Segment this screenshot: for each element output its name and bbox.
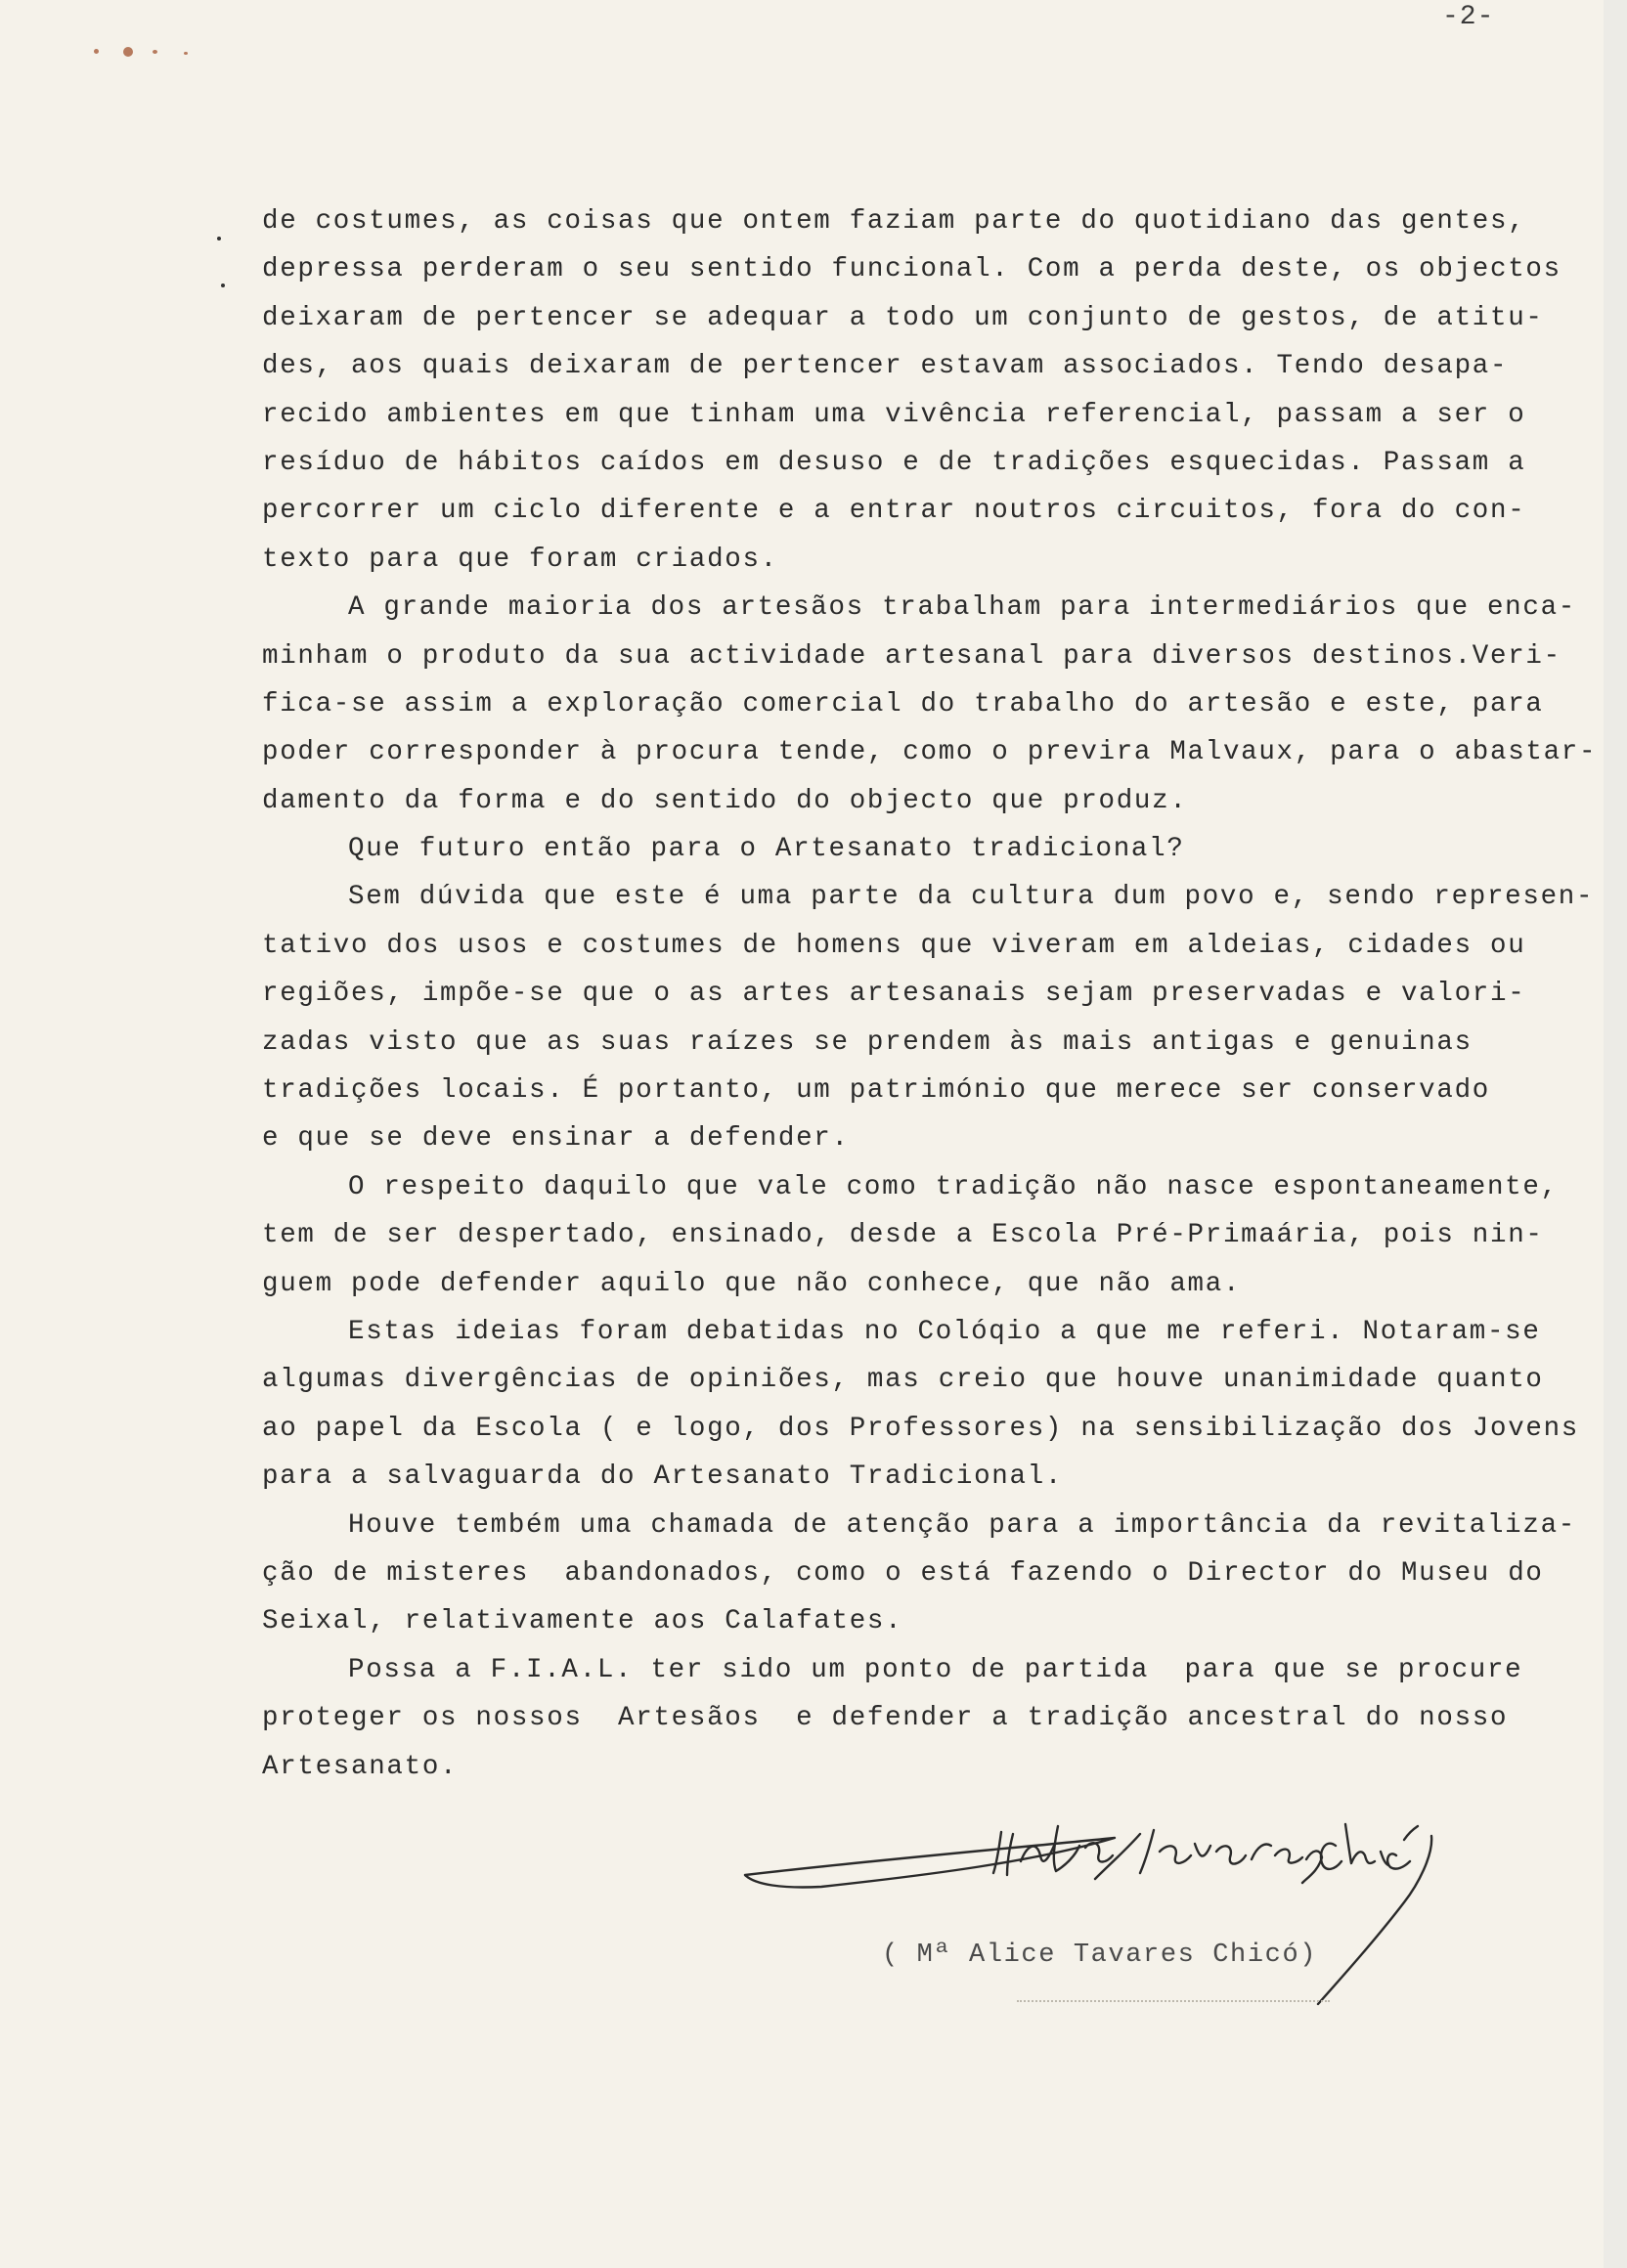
paragraph bbox=[262, 825, 1602, 873]
signature-dotted-line bbox=[1017, 1994, 1330, 2002]
paragraph bbox=[262, 1646, 1602, 1791]
paragraph bbox=[262, 584, 1602, 825]
text-line: Seixal, relativamente aos Calafates. bbox=[262, 1606, 903, 1637]
paragraph bbox=[262, 1163, 1602, 1308]
page-edge bbox=[1604, 0, 1627, 2268]
paragraph bbox=[262, 197, 1602, 584]
text-line: resíduo de hábitos caídos em desuso e de tradições esquecidas. Passam a bbox=[262, 447, 1526, 478]
text-line: tem de ser despertado, ensinado, desde a Escola Pré-Primaária, pois nin- bbox=[262, 1220, 1544, 1251]
text-line: tradições locais. É portanto, um património que merece ser conservado bbox=[262, 1075, 1490, 1107]
text-line: regiões, impõe-se que o as artes artesanais sejam preservadas e valori- bbox=[262, 979, 1526, 1010]
text-line: Que futuro então para o Artesanato tradicional? bbox=[348, 834, 1185, 865]
text-line: tativo dos usos e costumes de homens que viveram em aldeias, cidades ou bbox=[262, 930, 1526, 961]
margin-dot bbox=[217, 237, 221, 240]
text-line: depressa perderam o seu sentido funcional. Com a perda deste, os objectos bbox=[262, 254, 1561, 285]
text-line: percorrer um ciclo diferente e a entrar noutros circuitos, fora do con- bbox=[262, 496, 1526, 527]
text-line: guem pode defender aquilo que não conhece, que não ama. bbox=[262, 1268, 1242, 1299]
text-line: damento da forma e do sentido do objecto que produz. bbox=[262, 785, 1188, 816]
text-line: Artesanato. bbox=[262, 1751, 459, 1782]
text-line: des, aos quais deixaram de pertencer estavam associados. Tendo desapa- bbox=[262, 351, 1509, 382]
page-number: -2- bbox=[1442, 2, 1495, 32]
text-line: recido ambientes em que tinham uma vivência referencial, passam a ser o bbox=[262, 399, 1526, 430]
text-line: Houve tembém uma chamada de atenção para a importância da revitaliza- bbox=[348, 1509, 1576, 1541]
text-line: proteger os nossos Artesãos e defender a tradição ancestral do nosso bbox=[262, 1703, 1509, 1734]
text-line: para a salvaguarda do Artesanato Tradicional. bbox=[262, 1461, 1064, 1493]
text-line: minham o produto da sua actividade artesanal para diversos destinos.Veri- bbox=[262, 640, 1561, 672]
text-line: ção de misteres abandonados, como o está fazendo o Director do Museu do bbox=[262, 1557, 1544, 1589]
text-line: Estas ideias foram debatidas no Colóqio a que me referi. Notaram-se bbox=[348, 1316, 1541, 1347]
text-line: A grande maioria dos artesãos trabalham para intermediários que enca- bbox=[348, 592, 1576, 624]
paragraph bbox=[262, 873, 1602, 1162]
margin-dot bbox=[221, 284, 225, 287]
handwritten-signature bbox=[743, 1777, 1486, 2031]
text-line: deixaram de pertencer se adequar a todo um conjunto de gestos, de atitu- bbox=[262, 302, 1544, 333]
text-line: algumas divergências de opiniões, mas creio que houve unanimidade quanto bbox=[262, 1365, 1544, 1396]
paragraph bbox=[262, 1502, 1602, 1646]
paragraph bbox=[262, 1308, 1602, 1502]
text-line: texto para que foram criados. bbox=[262, 544, 778, 575]
typed-signature-name: ( Mª Alice Tavares Chicó) bbox=[882, 1941, 1318, 1970]
text-line: e que se deve ensinar a defender. bbox=[262, 1123, 850, 1155]
text-line: Sem dúvida que este é uma parte da cultura dum povo e, sendo represen- bbox=[348, 882, 1595, 913]
text-line: zadas visto que as suas raízes se prendem às mais antigas e genuinas bbox=[262, 1026, 1473, 1058]
text-line: fica-se assim a exploração comercial do trabalho do artesão e este, para bbox=[262, 688, 1544, 720]
text-line: Possa a F.I.A.L. ter sido um ponto de partida para que se procure bbox=[348, 1654, 1523, 1685]
text-line: O respeito daquilo que vale como tradição não nasce espontaneamente, bbox=[348, 1171, 1559, 1202]
text-line: poder corresponder à procura tende, como o previra Malvaux, para o abastar- bbox=[262, 737, 1598, 768]
typed-letter-body bbox=[262, 197, 1602, 1791]
text-line: ao papel da Escola ( e logo, dos Professores) na sensibilização dos Jovens bbox=[262, 1413, 1579, 1444]
text-line: de costumes, as coisas que ontem faziam parte do quotidiano das gentes, bbox=[262, 206, 1526, 237]
stain-marks bbox=[94, 45, 201, 61]
